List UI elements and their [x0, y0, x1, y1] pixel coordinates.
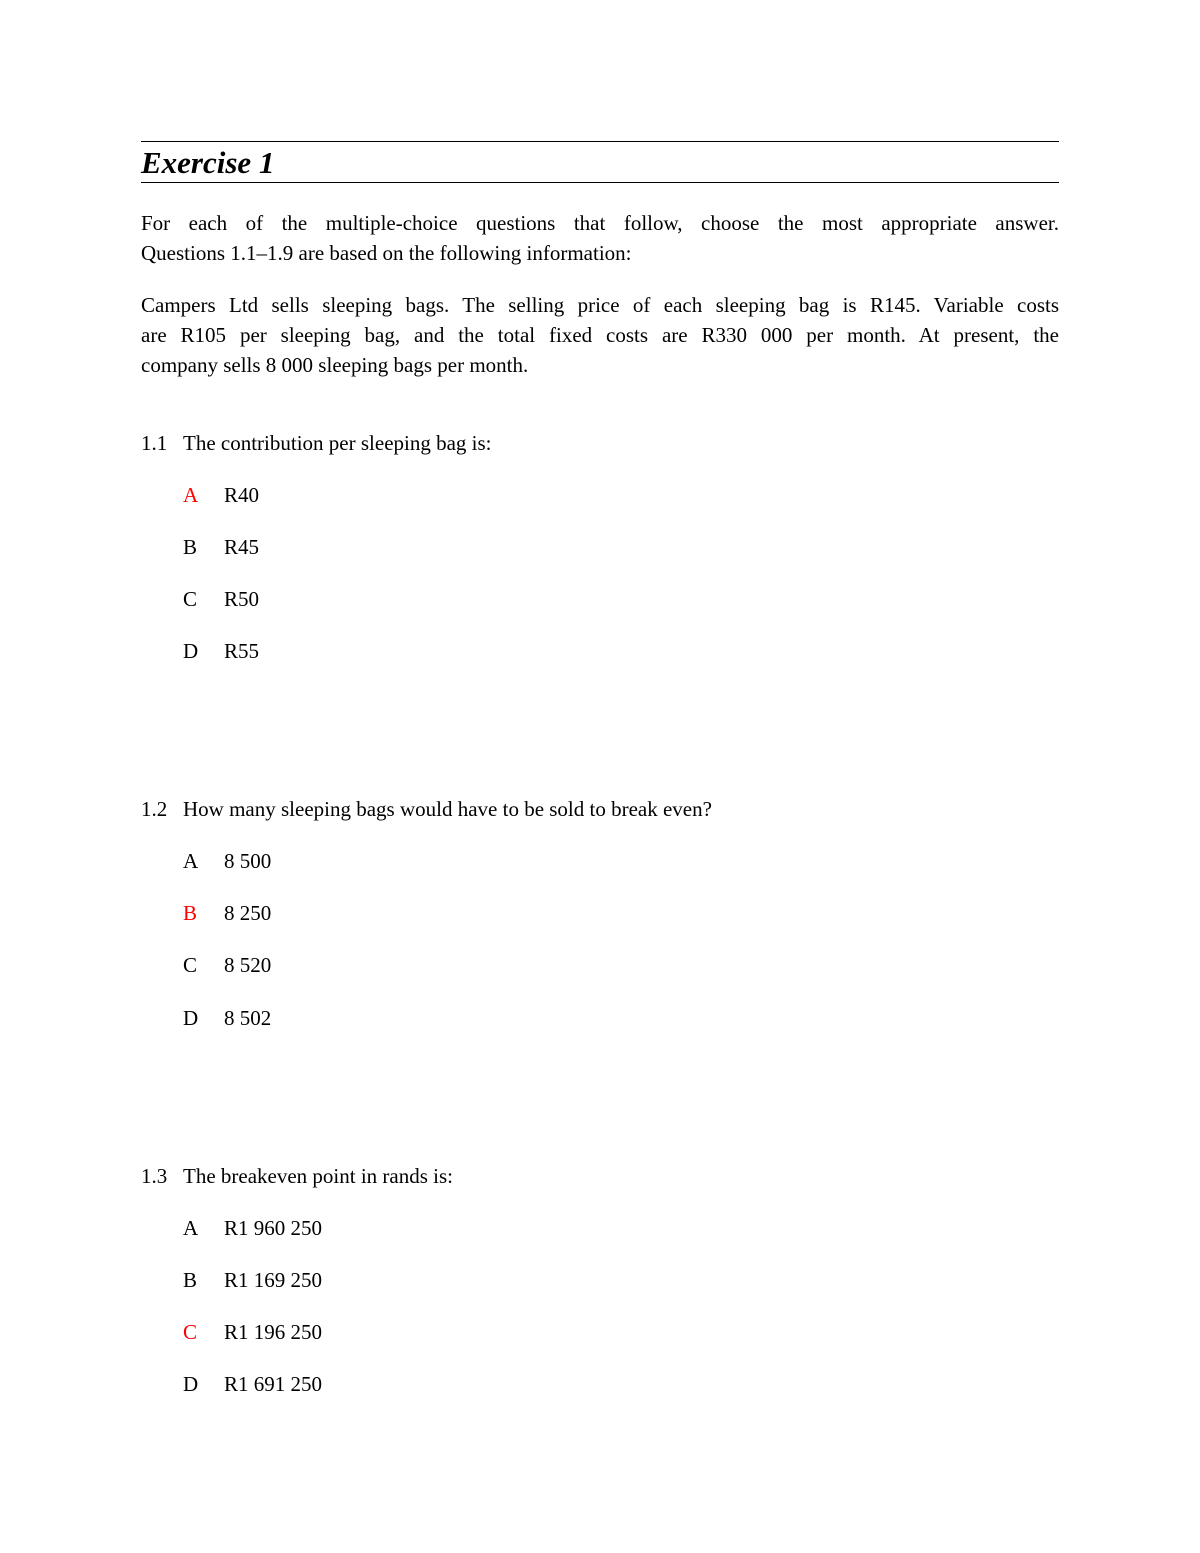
option-letter: C — [183, 1320, 198, 1344]
option-text: R45 — [224, 535, 260, 559]
option-text: R1 169 250 — [224, 1268, 323, 1292]
option-text: 8 520 — [224, 953, 272, 977]
question-text: The contribution per sleeping bag is: — [183, 431, 492, 455]
option-letter: A — [183, 849, 199, 873]
question-1-3 — [141, 1161, 453, 1191]
option-1-2-a[interactable] — [183, 846, 271, 876]
option-1-3-b[interactable] — [183, 1265, 322, 1295]
question-number: 1.3 — [141, 1164, 168, 1188]
option-1-2-c[interactable] — [183, 950, 271, 980]
option-1-3-d[interactable] — [183, 1369, 322, 1399]
option-letter: D — [183, 639, 199, 663]
option-letter: C — [183, 587, 198, 611]
option-letter: D — [183, 1372, 199, 1396]
option-letter: A — [183, 483, 199, 507]
scenario-line: company sells 8 000 sleeping bags per month. — [141, 353, 529, 377]
option-1-2-b[interactable] — [183, 898, 271, 928]
option-text: R1 196 250 — [224, 1320, 323, 1344]
option-text: 8 250 — [224, 901, 272, 925]
question-1-2 — [141, 794, 712, 824]
instructions-line: For each of the multiple-choice questions that follow, choose the most appropriate answer. — [141, 211, 1059, 235]
option-text: R55 — [224, 639, 260, 663]
option-text: R40 — [224, 483, 260, 507]
option-letter: C — [183, 953, 198, 977]
scenario-line: Campers Ltd sells sleeping bags. The selling price of each sleeping bag is R145. Variable costs — [141, 293, 1059, 317]
scenario-paragraph — [141, 290, 1059, 380]
exercise-title: Exercise 1 — [141, 145, 275, 180]
option-1-1-b[interactable] — [183, 532, 259, 562]
instructions-line: Questions 1.1–1.9 are based on the following information: — [141, 241, 632, 265]
option-letter: B — [183, 535, 198, 559]
option-1-1-c[interactable] — [183, 584, 259, 614]
question-text: How many sleeping bags would have to be sold to break even? — [183, 797, 712, 821]
option-letter: B — [183, 1268, 198, 1292]
option-text: R1 691 250 — [224, 1372, 323, 1396]
question-text: The breakeven point in rands is: — [183, 1164, 454, 1188]
instructions-paragraph — [141, 208, 1059, 268]
option-letter: A — [183, 1216, 199, 1240]
question-number: 1.2 — [141, 797, 168, 821]
option-1-2-d[interactable] — [183, 1003, 271, 1033]
option-1-3-c[interactable] — [183, 1317, 322, 1347]
question-1-1 — [141, 428, 492, 458]
option-text: R1 960 250 — [224, 1216, 323, 1240]
option-letter: D — [183, 1006, 199, 1030]
title-rule-bottom — [141, 182, 1059, 183]
option-text: 8 502 — [224, 1006, 272, 1030]
document-page — [141, 0, 1059, 1553]
question-number: 1.1 — [141, 431, 168, 455]
option-1-3-a[interactable] — [183, 1213, 322, 1243]
option-1-1-a[interactable] — [183, 480, 259, 510]
option-text: 8 500 — [224, 849, 272, 873]
option-text: R50 — [224, 587, 260, 611]
scenario-line: are R105 per sleeping bag, and the total fixed costs are R330 000 per month. At present, the — [141, 323, 1059, 347]
option-letter: B — [183, 901, 198, 925]
option-1-1-d[interactable] — [183, 636, 259, 666]
title-rule-top — [141, 141, 1059, 142]
